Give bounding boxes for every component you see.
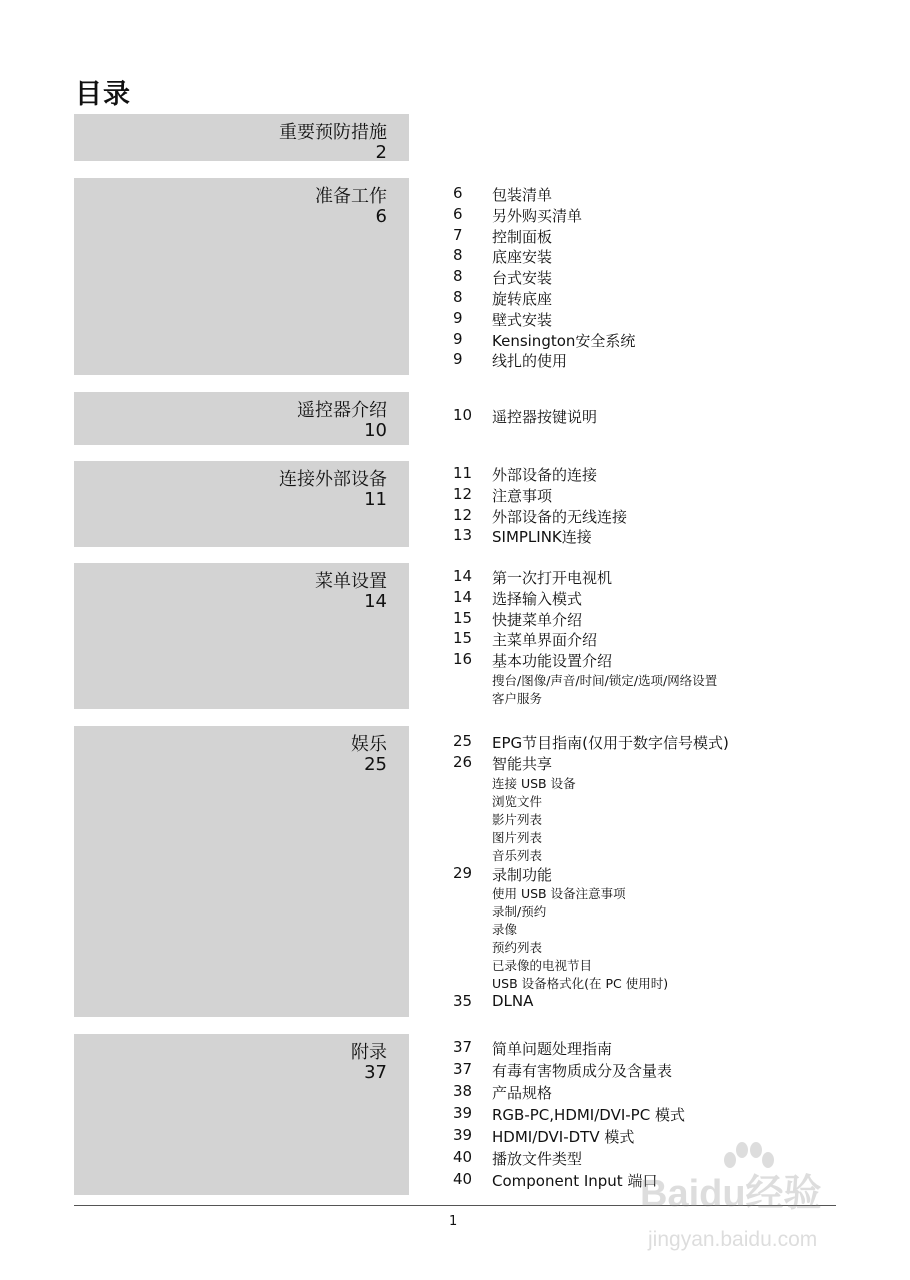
entry-page: 13 [453,526,473,545]
entry-text: 底座安装 [492,248,553,267]
baidu-watermark [640,1140,870,1265]
entry-text: 第一次打开电视机 [492,569,613,587]
toc-subentry[interactable]: USB 设备格式化(在 PC 使用时) [492,976,669,992]
toc-entry[interactable] [453,1082,873,1104]
page-title: 目录 [75,79,131,110]
entry-text: 智能共享 [492,754,553,773]
entries-preparation [453,184,873,371]
entry-text: 主菜单界面介绍 [492,631,598,650]
entry-text: 旋转底座 [492,289,553,308]
toc-entry[interactable] [453,506,873,527]
section-title: 附录 [351,1042,387,1063]
section-page: 37 [364,1062,387,1083]
section-external-devices [74,461,409,547]
toc-entry[interactable] [453,246,873,267]
toc-entry[interactable] [453,992,873,1013]
entry-page: 25 [453,732,473,750]
entry-text: 外部设备的连接 [492,466,598,484]
toc-entry[interactable] [453,1038,873,1060]
toc-entry[interactable] [453,1104,873,1126]
section-page: 6 [375,206,387,227]
section-page: 11 [364,489,387,510]
entry-page: 39 [453,1104,473,1122]
entry-page: 15 [453,629,473,648]
section-page: 14 [364,591,387,612]
entry-text: 播放文件类型 [492,1150,583,1168]
toc-subentry[interactable]: 预约列表 [492,940,543,956]
section-remote [74,392,409,445]
entries-remote [453,406,873,427]
toc-entry[interactable] [453,609,873,630]
toc-entry[interactable] [453,588,873,609]
entry-text: 另外购买清单 [492,206,583,225]
toc-entry[interactable] [453,629,873,650]
section-preparation [74,178,409,375]
toc-entry[interactable] [453,267,873,288]
toc-subentry[interactable]: 连接 USB 设备 [492,775,576,791]
entry-text: EPG节目指南(仅用于数字信号模式) [492,734,729,752]
entry-text: SIMPLINK连接 [492,528,592,547]
toc-entry[interactable] [453,184,873,205]
entry-page: 38 [453,1082,473,1100]
section-title: 准备工作 [315,186,387,207]
entry-text: 包装清单 [492,186,553,204]
page-number: 1 [449,1214,458,1229]
entry-page: 12 [453,505,473,524]
toc-entry[interactable] [453,526,873,547]
entry-page: 8 [453,246,463,265]
entry-page: 11 [453,464,473,482]
toc-subentry[interactable]: 已录像的电视节目 [492,958,593,974]
entry-page: 8 [453,287,463,306]
entry-text: 线扎的使用 [492,352,568,371]
toc-entry[interactable] [453,567,873,588]
watermark-logo: Baidu经验 [640,1173,822,1215]
entry-page: 39 [453,1126,473,1144]
toc-entry[interactable] [453,288,873,309]
toc-entry[interactable] [453,406,873,427]
toc-entry[interactable] [453,205,873,226]
entry-text: 遥控器按键说明 [492,408,598,426]
entry-page: 37 [453,1038,473,1056]
entry-page: 8 [453,267,463,286]
entry-text: 快捷菜单介绍 [492,610,583,629]
toc-subentry[interactable]: 浏览文件 [492,793,543,809]
toc-subentry[interactable]: 录制/预约 [492,904,547,920]
entries-entertainment [453,732,873,1013]
entry-page: 9 [453,350,463,369]
entry-text: DLNA [492,992,534,1011]
toc-entry[interactable] [453,485,873,506]
toc-entry[interactable] [453,226,873,247]
entry-text: 选择输入模式 [492,589,583,608]
entry-page: 14 [453,567,473,585]
entry-page: 14 [453,587,473,606]
entry-text: 简单问题处理指南 [492,1040,613,1058]
entries-menu-settings [453,567,873,707]
toc-entry[interactable] [453,309,873,330]
entry-page: 35 [453,992,473,1011]
section-safety [74,114,409,161]
entry-page: 7 [453,225,463,244]
section-entertainment [74,726,409,1017]
entry-text: Component Input 端口 [492,1172,658,1190]
section-menu-settings [74,563,409,709]
entries-external-devices [453,464,873,547]
entry-text: 台式安装 [492,269,553,288]
entry-text: 基本功能设置介绍 [492,652,613,671]
entry-text: 有毒有害物质成分及含量表 [492,1062,673,1080]
toc-subentry[interactable]: 影片列表 [492,811,543,827]
toc-entry[interactable] [453,464,873,485]
toc-entry[interactable] [453,1060,873,1082]
toc-entry[interactable] [453,753,873,774]
section-appendix [74,1034,409,1195]
entry-page: 9 [453,308,463,327]
section-title: 连接外部设备 [279,469,387,490]
section-page: 10 [364,420,387,441]
toc-subentry[interactable]: 使用 USB 设备注意事项 [492,886,626,902]
section-page: 25 [364,754,387,775]
toc-entry[interactable] [453,732,873,753]
section-page: 2 [375,142,387,163]
toc-entry[interactable] [453,864,873,885]
entry-page: 40 [453,1148,473,1166]
entry-text: 产品规格 [492,1084,553,1102]
section-title: 娱乐 [351,734,387,755]
entry-page: 6 [453,204,463,223]
entry-text: 壁式安装 [492,310,553,329]
entry-text: RGB-PC,HDMI/DVI-PC 模式 [492,1106,685,1124]
entry-text: 录制功能 [492,865,553,884]
toc-entry[interactable] [453,650,873,671]
watermark-url: jingyan.baidu.com [648,1228,818,1251]
entry-page: 16 [453,650,473,669]
toc-entry[interactable] [453,330,873,351]
entry-page: 37 [453,1060,473,1078]
entry-text: 外部设备的无线连接 [492,507,628,526]
entry-page: 12 [453,484,473,503]
toc-subentry[interactable]: 图片列表 [492,829,543,845]
toc-subentry[interactable]: 音乐列表 [492,847,543,863]
toc-entry[interactable] [453,350,873,371]
toc-subentry[interactable]: 搜台/图像/声音/时间/锁定/选项/网络设置 [492,672,718,688]
entry-page: 40 [453,1170,473,1188]
section-title: 菜单设置 [315,571,387,592]
entry-page: 10 [453,406,473,424]
entry-page: 15 [453,608,473,627]
entry-text: 注意事项 [492,486,553,505]
toc-subentry[interactable]: 录像 [492,922,518,938]
entry-page: 9 [453,329,463,348]
entry-text: 控制面板 [492,227,553,246]
entry-text: Kensington安全系统 [492,331,636,350]
toc-subentry[interactable]: 客户服务 [492,690,543,706]
section-title: 遥控器介绍 [297,400,387,421]
entry-text: HDMI/DVI-DTV 模式 [492,1128,635,1146]
entry-page: 26 [453,752,473,771]
entry-page: 6 [453,184,463,202]
entry-page: 29 [453,863,473,882]
section-title: 重要预防措施 [279,122,387,143]
